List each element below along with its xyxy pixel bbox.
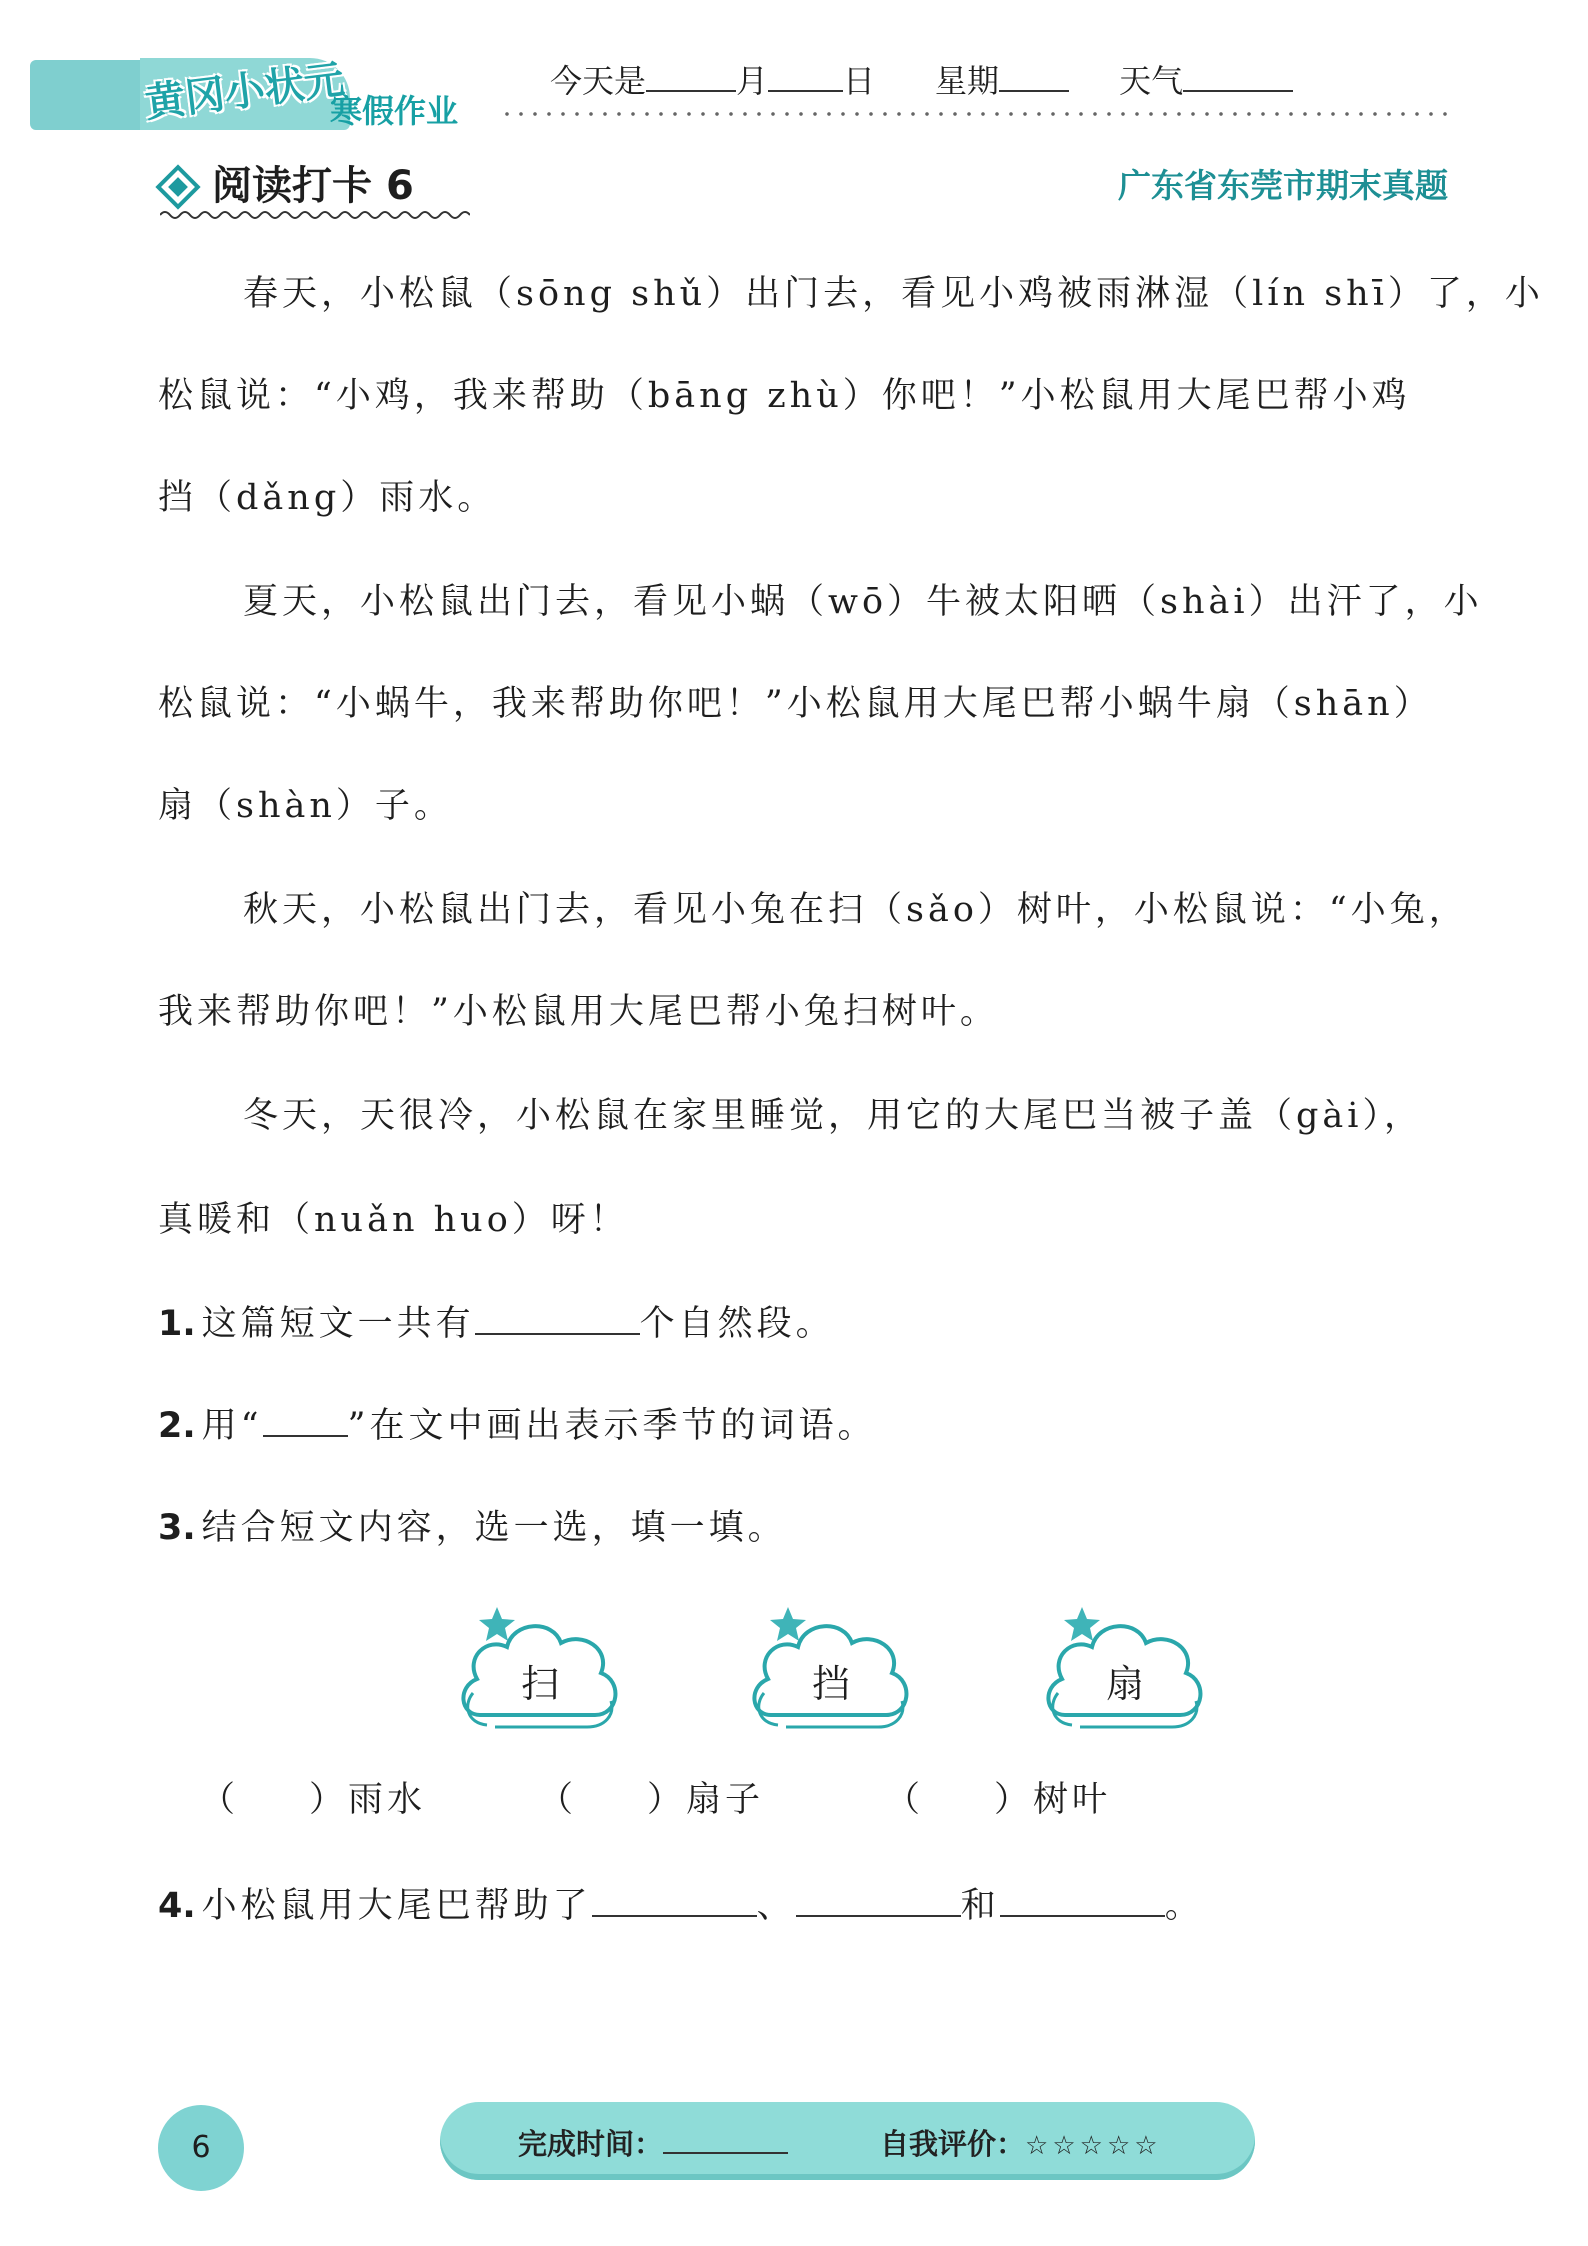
month-blank[interactable] bbox=[646, 88, 736, 92]
header-dotted-divider bbox=[500, 112, 1450, 116]
completion-time-blank[interactable] bbox=[663, 2150, 788, 2154]
section-title: 阅读打卡 6 bbox=[212, 163, 414, 209]
paragraph-count-blank[interactable] bbox=[475, 1331, 640, 1335]
underline-sample bbox=[263, 1433, 348, 1437]
star-icon bbox=[479, 1607, 515, 1641]
weekday-blank[interactable] bbox=[999, 88, 1069, 92]
choice-cloud bbox=[455, 1605, 625, 1749]
page-number: 6 bbox=[158, 2105, 244, 2191]
choice-char: 扇 bbox=[1105, 1662, 1144, 1706]
star-icon bbox=[1064, 1607, 1100, 1641]
star-icon bbox=[770, 1607, 806, 1641]
section-number: 6 bbox=[385, 163, 414, 209]
passage-line: 春天，小松鼠（sōng shǔ）出门去，看见小鸡被雨淋湿（lín shī）了，小 bbox=[243, 274, 1544, 314]
paren-blank[interactable]: （ ）树叶 bbox=[885, 1780, 1112, 1820]
brand-logo: 黄冈小状元 bbox=[142, 56, 347, 127]
weather-blank[interactable] bbox=[1183, 88, 1293, 92]
day-label: 日 bbox=[843, 62, 876, 100]
date-prefix: 今天是 bbox=[550, 62, 647, 100]
question-2: 2. 用“ ”在文中画出表示季节的词语。 bbox=[158, 1406, 877, 1446]
date-weather-line bbox=[550, 56, 1293, 102]
passage-line: 冬天，天很冷，小松鼠在家里睡觉，用它的大尾巴当被子盖（gài）， bbox=[243, 1096, 1423, 1136]
diamond-bullet-icon bbox=[155, 164, 200, 209]
answer-blank-1[interactable] bbox=[592, 1913, 757, 1917]
question-4: 4. 小松鼠用大尾巴帮助了 、 和 。 bbox=[158, 1886, 1204, 1926]
passage-line: 秋天，小松鼠出门去，看见小兔在扫（sǎo）树叶，小松鼠说：“小兔， bbox=[243, 890, 1468, 930]
source-label: 广东省东莞市期末真题 bbox=[1118, 166, 1448, 205]
choice-char: 挡 bbox=[811, 1662, 850, 1706]
weather-label: 天气 bbox=[1119, 62, 1184, 100]
passage-line: 松鼠说：“小鸡，我来帮助（bāng zhù）你吧！”小松鼠用大尾巴帮小鸡 bbox=[158, 376, 1411, 416]
choice-cloud bbox=[1040, 1605, 1210, 1749]
question-1: 1. 这篇短文一共有 个自然段。 bbox=[158, 1304, 835, 1344]
passage-line: 扇（shàn）子。 bbox=[158, 786, 453, 826]
answer-blank-3[interactable] bbox=[1000, 1913, 1165, 1917]
choice-char: 扫 bbox=[520, 1662, 559, 1706]
completion-time: 完成时间： bbox=[518, 2122, 788, 2163]
passage-line: 挡（dǎng）雨水。 bbox=[158, 478, 497, 518]
choice-cloud bbox=[746, 1605, 916, 1749]
day-blank[interactable] bbox=[768, 88, 843, 92]
passage-line: 我来帮助你吧！”小松鼠用大尾巴帮小兔扫树叶。 bbox=[158, 992, 999, 1032]
answer-blank-2[interactable] bbox=[796, 1913, 961, 1917]
passage-line: 松鼠说：“小蜗牛，我来帮助你吧！”小松鼠用大尾巴帮小蜗牛扇（shān） bbox=[158, 684, 1433, 724]
passage-line: 真暖和（nuǎn huo）呀！ bbox=[158, 1200, 629, 1240]
month-label: 月 bbox=[736, 62, 769, 100]
paren-blank[interactable]: （ ）雨水 bbox=[200, 1780, 427, 1820]
header-logo-tab bbox=[30, 60, 148, 130]
self-evaluation: 自我评价：☆☆☆☆☆ bbox=[880, 2127, 1162, 2161]
weekday-label: 星期 bbox=[935, 62, 1000, 100]
question-3: 3. 结合短文内容，选一选，填一填。 bbox=[158, 1508, 787, 1548]
passage-line: 夏天，小松鼠出门去，看见小蜗（wō）牛被太阳晒（shài）出汗了，小 bbox=[243, 582, 1483, 622]
wavy-underline bbox=[160, 208, 470, 222]
paren-blank[interactable]: （ ）扇子 bbox=[538, 1780, 765, 1820]
book-title: 寒假作业 bbox=[330, 92, 459, 130]
rating-stars[interactable]: ☆☆☆☆☆ bbox=[1025, 2131, 1162, 2161]
